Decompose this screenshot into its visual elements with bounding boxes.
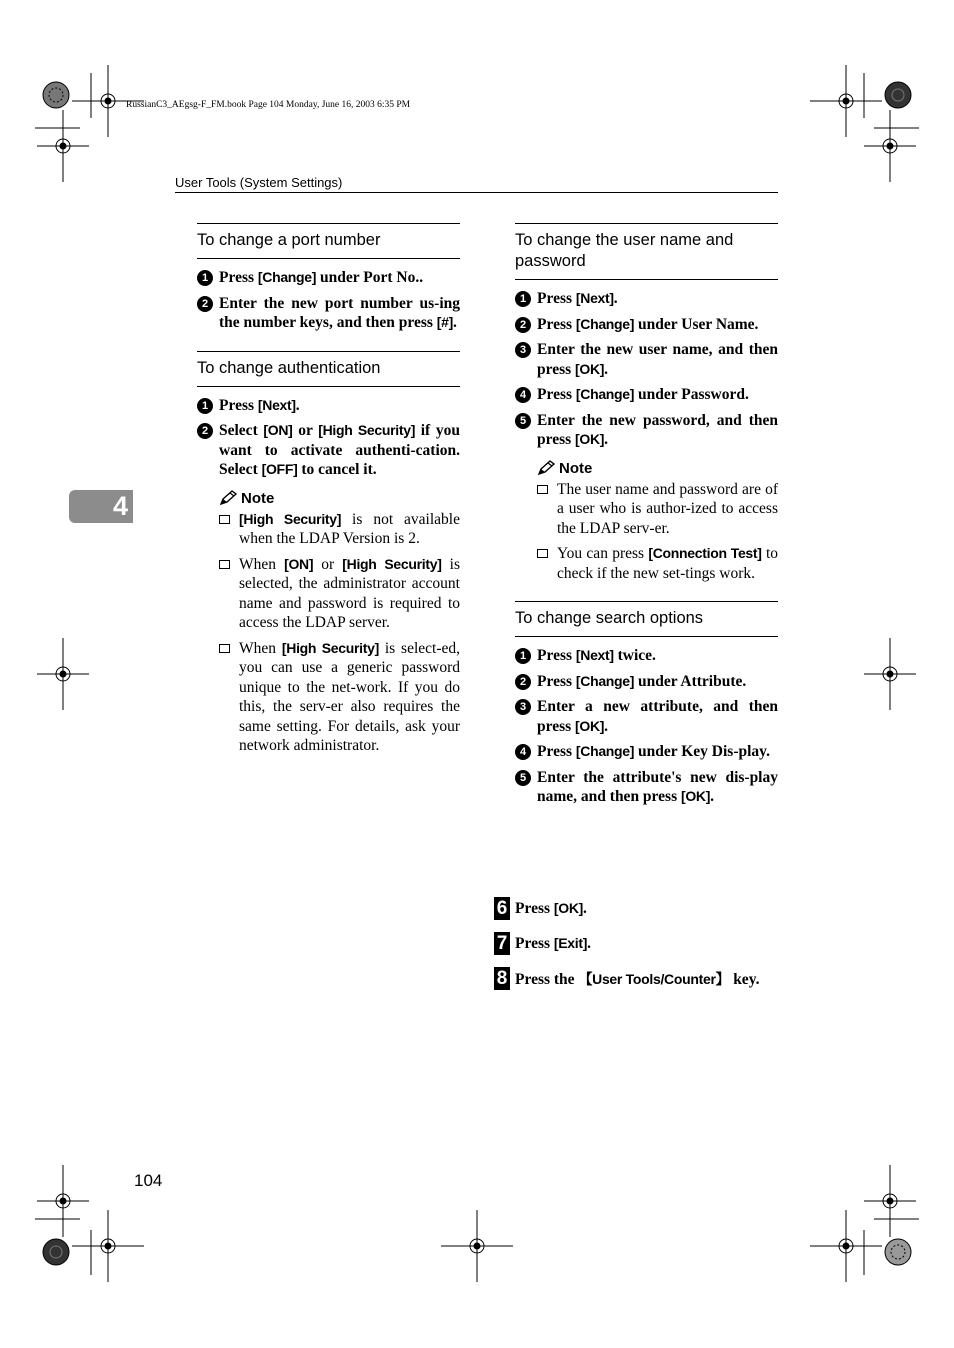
key-label: [OK] <box>575 360 605 377</box>
step-number: 2 <box>197 296 213 312</box>
key-label: [High Security] <box>318 422 416 438</box>
step-text: Press [Change] under Password. <box>537 386 749 403</box>
note-heading <box>219 490 460 507</box>
step-text: Press [Next]. <box>219 396 300 414</box>
step-text: Enter the new port number us-ing the number keys, and then press [#]. <box>219 294 460 331</box>
key-label: [OK] <box>575 431 605 447</box>
step-number: 5 <box>515 413 531 429</box>
running-head: User Tools (System Settings) <box>175 175 343 190</box>
file-info: RussianC3_AEgsg-F_FM.book Page 104 Monday, June 16, 2003 6:35 PM <box>126 100 411 110</box>
key-label: [OFF] <box>261 461 298 477</box>
main-step-8 <box>494 967 759 990</box>
key-label: [ON] <box>284 555 314 572</box>
note-label: Note <box>241 489 275 507</box>
note-text: When [ON] or [High Security] is selected, the administrator account name and password is required to access the LDAP server. <box>239 555 460 631</box>
key-label: [Change] <box>575 672 635 689</box>
section-heading-search: To change search options <box>515 601 778 637</box>
key-label: [ON] <box>263 422 293 438</box>
key-label: [OK] <box>575 717 605 734</box>
key-label: [Next] <box>257 396 296 413</box>
step-number: 4 <box>515 744 531 760</box>
key-label: [Connection Test] <box>648 545 762 561</box>
port-step-1 <box>197 268 460 288</box>
note-heading <box>537 460 778 477</box>
key-label: [High Security] <box>281 639 379 656</box>
main-step-7 <box>494 932 591 955</box>
user-step-1 <box>515 289 778 309</box>
auth-note <box>219 490 460 756</box>
step-number: 2 <box>197 423 213 439</box>
step-number: 3 <box>515 342 531 358</box>
note-item <box>219 555 460 633</box>
step-text: Press [Change] under Key Dis-play. <box>537 743 770 760</box>
key-label: [Exit] <box>553 934 588 951</box>
user-step-2 <box>515 315 778 335</box>
port-step-2 <box>197 294 460 333</box>
step-text: Enter the new user name, and then press [OK]. <box>537 341 778 378</box>
note-item <box>537 544 778 583</box>
user-step-3 <box>515 340 778 379</box>
key-label: [High Security] <box>342 555 442 572</box>
key-label: [High Security] <box>239 510 342 527</box>
step-number: 1 <box>197 398 213 414</box>
checkbox-bullet-icon <box>219 560 230 569</box>
step-number: 2 <box>515 674 531 690</box>
step-text: Enter a new attribute, and then press [OK]. <box>537 698 778 735</box>
search-step-3 <box>515 697 778 736</box>
note-text: You can press [Connection Test] to check if the new set-tings work. <box>557 545 779 582</box>
note-item <box>537 480 778 539</box>
search-step-4 <box>515 742 778 762</box>
key-label: [Change] <box>575 743 635 759</box>
step-text: Press [Change] under Port No.. <box>219 269 424 286</box>
search-step-2 <box>515 672 778 692</box>
right-column <box>515 223 778 813</box>
step-text: Press [Next]. <box>537 290 618 307</box>
left-column <box>197 223 460 762</box>
main-step-number: 8 <box>494 967 510 990</box>
section-heading-auth: To change authentication <box>197 351 460 387</box>
step-text: Press [Change] under Attribute. <box>537 672 747 690</box>
page-number: 104 <box>134 1171 163 1190</box>
step-number: 1 <box>515 648 531 664</box>
step-number: 1 <box>197 270 213 286</box>
note-item <box>219 510 460 549</box>
key-label: [#] <box>436 314 453 330</box>
step-text: Select [ON] or [High Security] if you want to activate authenti-cation. Select [OFF] to cancel it. <box>219 422 460 478</box>
section-heading-user: To change the user name and password <box>515 223 778 280</box>
search-step-5 <box>515 768 778 807</box>
note-text: The user name and password are of a user who is author-ized to access the LDAP serv-er. <box>557 480 778 537</box>
step-number: 4 <box>515 387 531 403</box>
key-label: [OK] <box>680 788 711 804</box>
auth-step-2 <box>197 421 460 480</box>
checkbox-bullet-icon <box>219 515 230 524</box>
chapter-tab <box>69 490 133 523</box>
step-number: 2 <box>515 317 531 333</box>
checkbox-bullet-icon <box>537 549 548 558</box>
note-text: [High Security] is not available when the LDAP Version is 2. <box>239 510 460 547</box>
checkbox-bullet-icon <box>537 485 548 494</box>
key-label: 【User Tools/Counter】 <box>578 970 730 987</box>
checkbox-bullet-icon <box>219 644 230 653</box>
note-label: Note <box>559 459 593 477</box>
key-label: [Change] <box>575 315 635 332</box>
pencil-icon <box>219 490 237 506</box>
step-text: Enter the new password, and then press [OK]. <box>537 411 778 448</box>
key-label: [Next] <box>575 290 614 306</box>
step-number: 3 <box>515 699 531 715</box>
main-step-text: Press [Exit]. <box>515 934 591 952</box>
user-note <box>537 460 778 584</box>
step-text: Press [Next] twice. <box>537 647 656 664</box>
step-text: Enter the attribute's new dis-play name, and then press [OK]. <box>537 768 778 805</box>
note-item <box>219 639 460 756</box>
user-step-5 <box>515 411 778 450</box>
header-rule <box>175 192 778 193</box>
section-heading-port: To change a port number <box>197 223 460 259</box>
pencil-icon <box>537 460 555 476</box>
step-text: Press [Change] under User Name. <box>537 315 759 333</box>
main-step-text: Press [OK]. <box>515 899 587 917</box>
chapter-number: 4 <box>112 491 128 521</box>
note-text: When [High Security] is select-ed, you can use a generic password unique to the net-work. If you do this, the serv-er also requires the same setting. For details, ask your network administrator. <box>239 639 460 754</box>
main-step-6 <box>494 897 587 920</box>
step-number: 1 <box>515 291 531 307</box>
main-step-number: 7 <box>494 932 510 955</box>
search-step-1 <box>515 646 778 666</box>
key-label: [Change] <box>575 386 635 402</box>
key-label: [Change] <box>257 269 317 285</box>
key-label: [Next] <box>575 647 614 663</box>
auth-step-1 <box>197 396 460 416</box>
main-step-text: Press the 【User Tools/Counter】 key. <box>515 970 760 988</box>
key-label: [OK] <box>553 899 584 916</box>
step-number: 5 <box>515 770 531 786</box>
main-step-number: 6 <box>494 897 510 920</box>
user-step-4 <box>515 385 778 405</box>
